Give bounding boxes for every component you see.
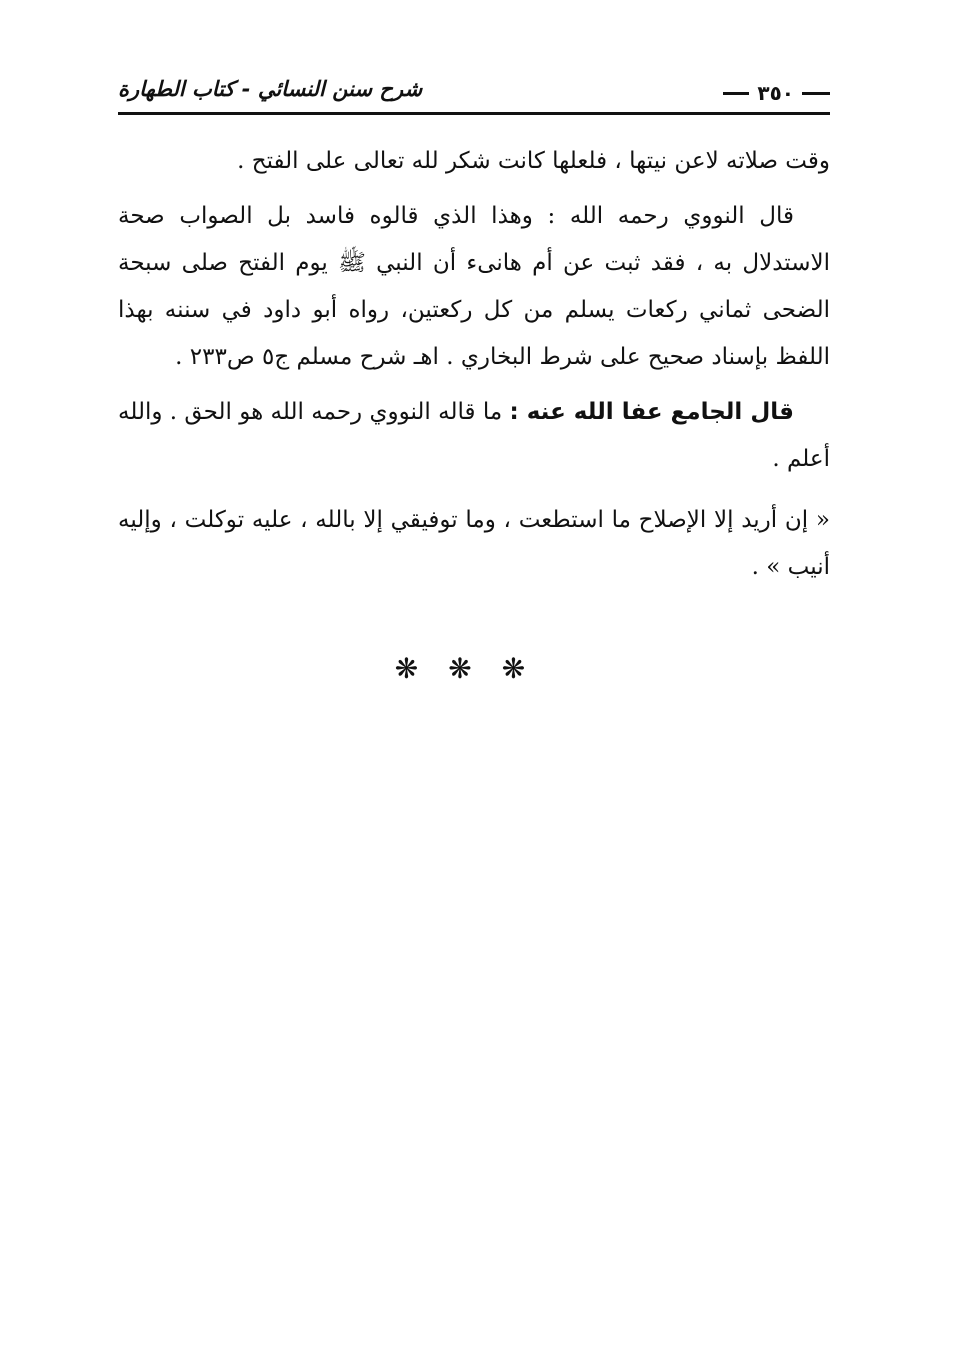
paragraph-2: قال النووي رحمه الله : وهذا الذي قالوه فاسد بل الصواب صحة الاستدلال به ، فقد ثبت عن أم هانىء أن النبي ﷺ يوم الفتح صلى سبحة الضحى ثماني ركعات يسلم من كل ركعتين، رواه أبو داود في سننه بهذا اللفظ بإسناد صحيح على شرط البخاري . اهـ شرح مسلم ج٥ ص٢٣٣ .	[118, 203, 830, 370]
dash-decoration	[802, 92, 830, 95]
running-title: شرح سنن النسائي - كتاب الطهارة	[118, 77, 423, 101]
dash-decoration	[723, 92, 749, 95]
paragraph-1: وقت صلاته لاعن نيتها ، فلعلها كانت شكر لله تعالى على الفتح .	[237, 148, 830, 174]
paragraph-4-quote: « إن أريد إلا الإصلاح ما استطعت ، وما توفيقي إلا بالله ، عليه توكلت ، وإليه أنيب » .	[118, 507, 830, 580]
page-header	[118, 72, 830, 118]
header-rule	[118, 112, 830, 115]
body-text	[118, 138, 830, 599]
section-separator-stars: ❋❋❋	[394, 652, 556, 685]
compiler-remark-text: ما قاله النووي رحمه الله هو الحق . والله أعلم .	[118, 399, 830, 472]
page-number-group	[723, 78, 830, 108]
page-number: ٣٥٠	[757, 81, 794, 105]
paragraph-3	[118, 389, 830, 483]
compiler-remark-lead: قال الجامع عفا الله عنه :	[509, 399, 794, 425]
